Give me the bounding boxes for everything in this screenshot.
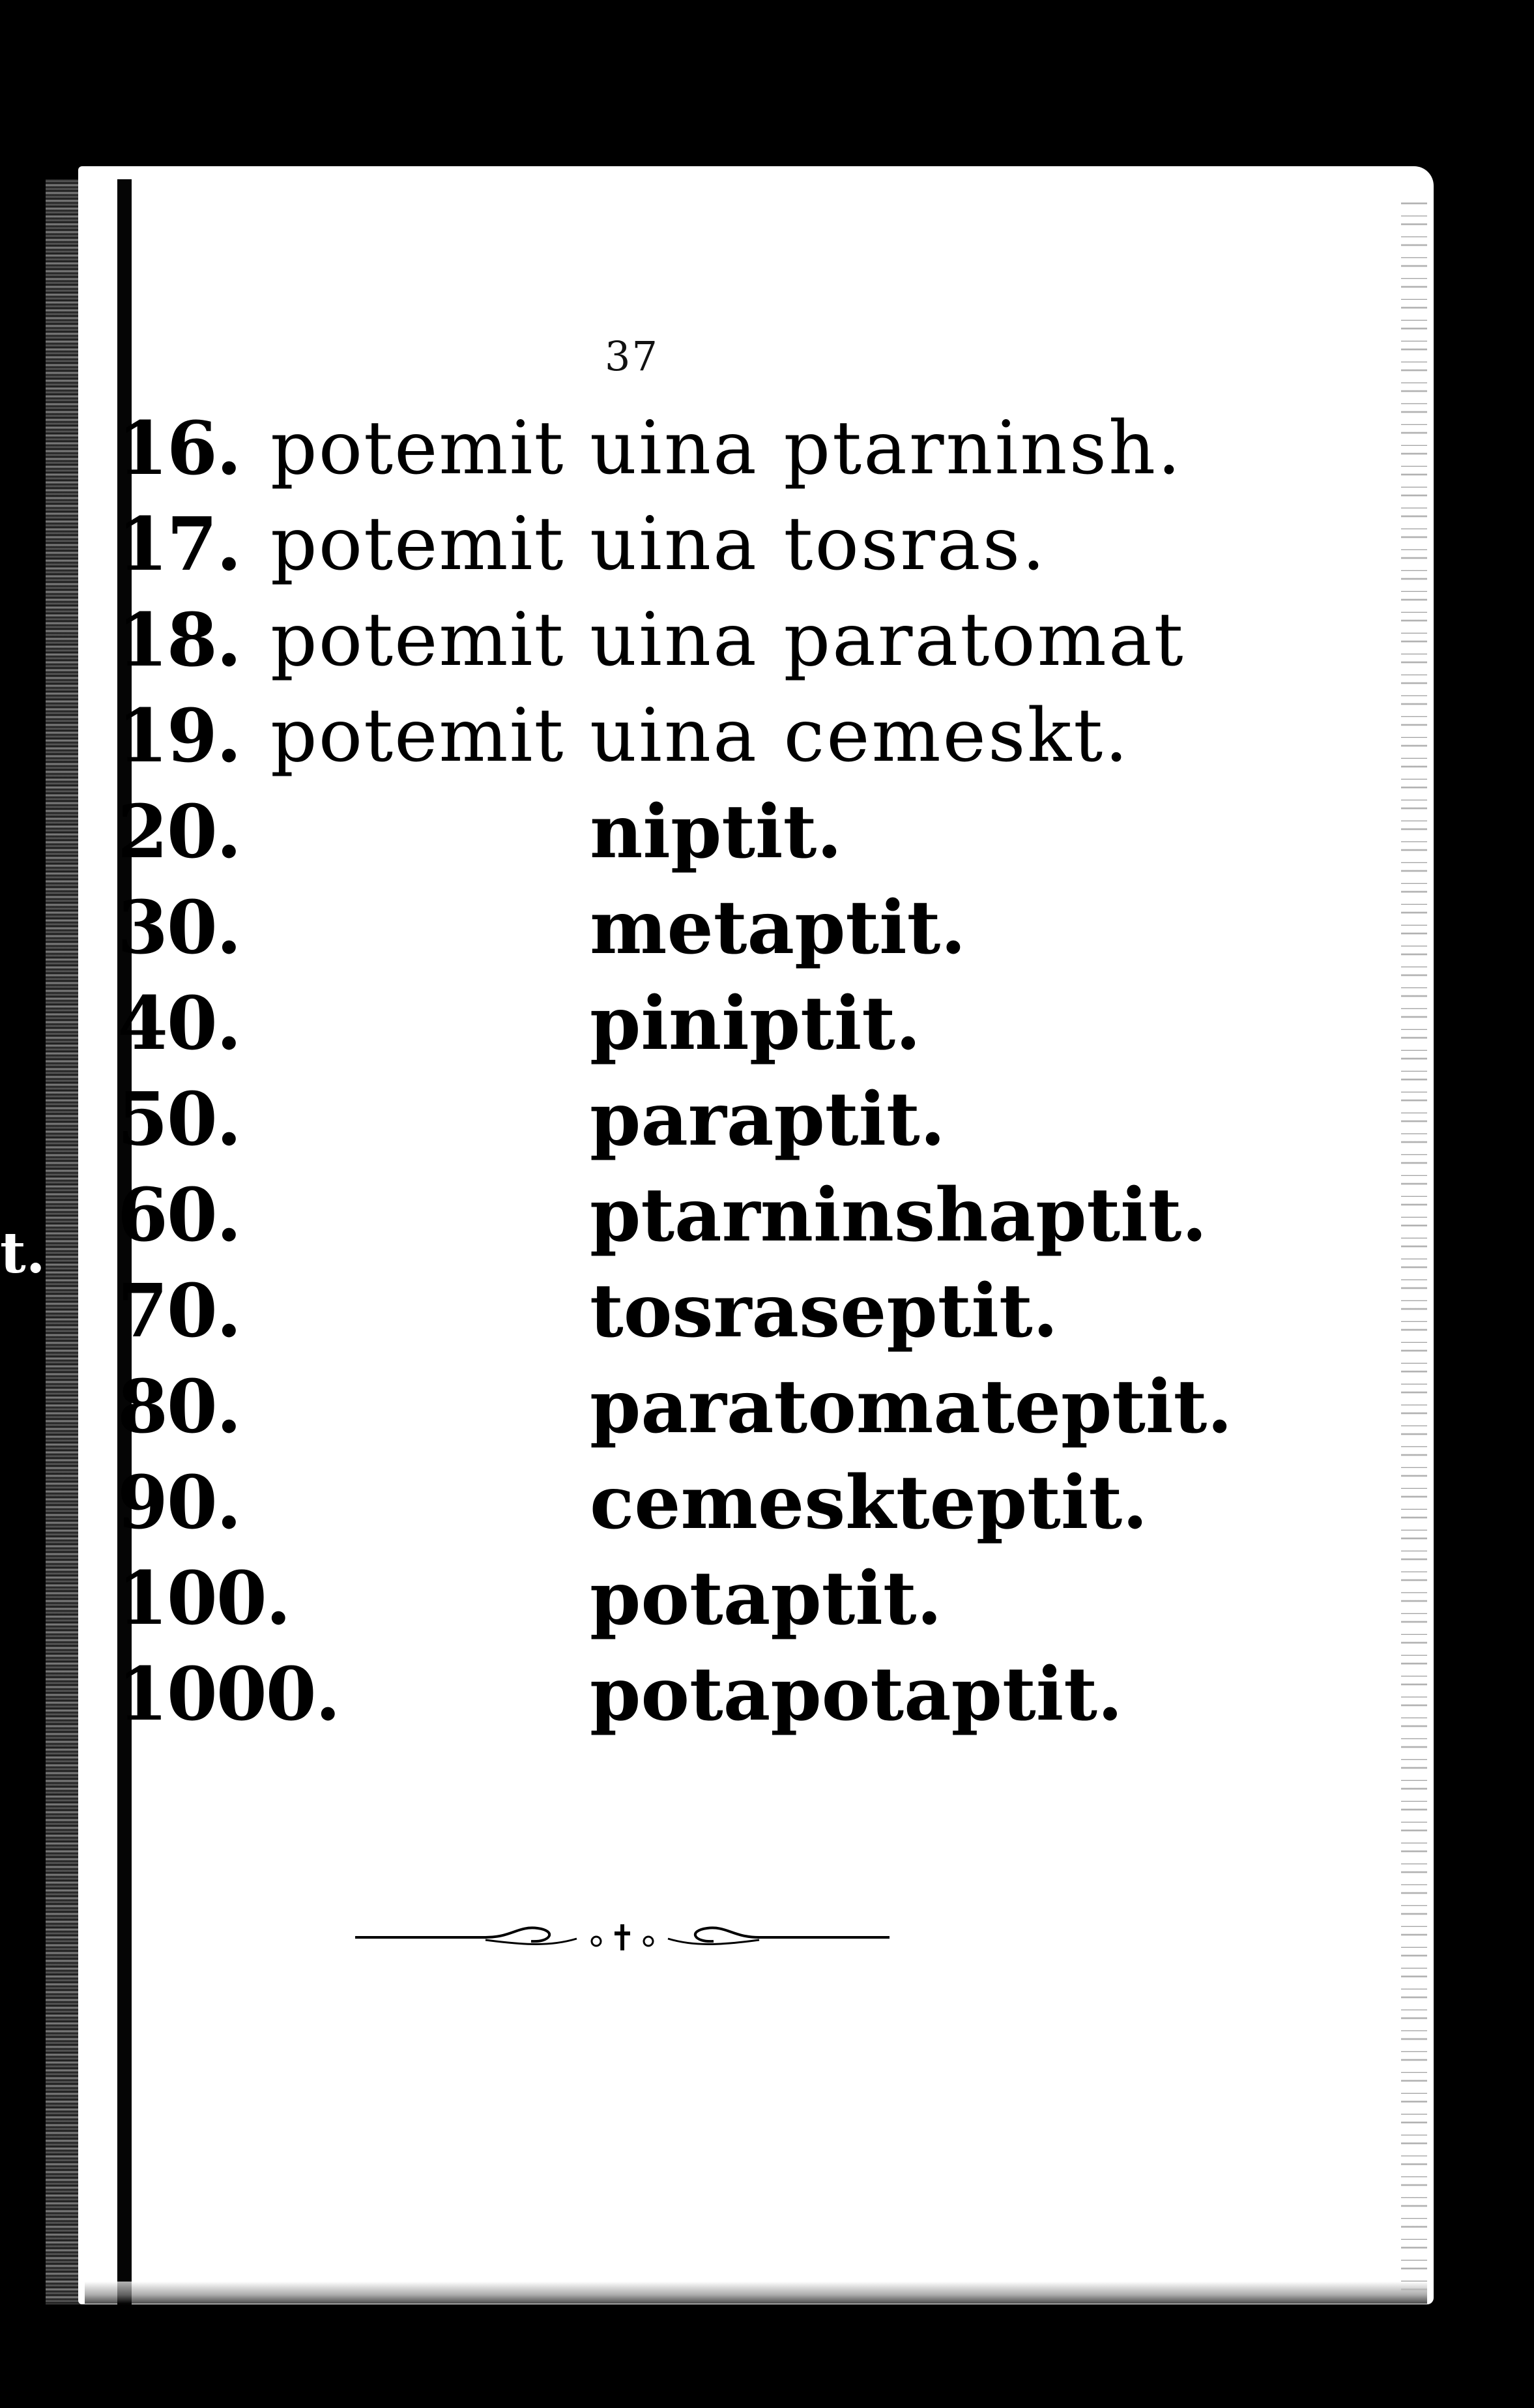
list-item (117, 1167, 1225, 1263)
numeral: 16. (117, 406, 240, 492)
list-item (117, 593, 1225, 688)
numeral: 40. (117, 981, 240, 1066)
numeral-prefix: potemit (270, 502, 565, 587)
numeral: 30. (117, 885, 240, 971)
numeral: 70. (117, 1269, 240, 1354)
numeral-word: ptarninshaptit. (590, 1173, 1208, 1258)
numeral-word: uina cemeskt. (590, 694, 1130, 778)
numeral-prefix: potemit (270, 406, 565, 491)
numeral-word: metaptit. (590, 885, 966, 971)
numeral-word: paraptit. (590, 1077, 946, 1162)
decorative-divider-ornament (355, 1910, 890, 1956)
list-item (117, 1072, 1225, 1167)
numeral-word: cemeskteptit. (590, 1460, 1148, 1546)
list-item (117, 1455, 1225, 1551)
numeral-word: potapotaptit. (590, 1652, 1123, 1737)
numeral-prefix: potemit (270, 598, 565, 683)
numeral-list (117, 401, 1233, 1742)
numeral: 17. (117, 502, 240, 587)
numeral-word: potaptit. (590, 1556, 942, 1641)
numeral-word: uina paratomat (590, 598, 1185, 683)
list-item (117, 401, 1225, 497)
numeral-word: uina ptarninsh. (590, 406, 1183, 491)
list-item (117, 1551, 1225, 1647)
numeral-word: niptit. (590, 789, 843, 875)
list-item (117, 784, 1225, 880)
numeral: 90. (117, 1460, 240, 1546)
list-item (117, 497, 1225, 593)
numeral-word: tosraseptit. (590, 1269, 1058, 1354)
numeral: 18. (117, 598, 240, 683)
list-item (117, 1647, 1225, 1742)
numeral-prefix: potemit (270, 694, 565, 778)
page-bottom-edge (85, 2282, 1427, 2304)
list-item (117, 976, 1225, 1072)
numeral: 20. (117, 789, 240, 875)
page-number: 37 (605, 332, 659, 380)
numeral: 80. (117, 1364, 240, 1450)
numeral: 100. (117, 1556, 290, 1641)
list-item (117, 688, 1225, 784)
numeral: 50. (117, 1077, 240, 1162)
list-item (117, 1359, 1233, 1455)
numeral: 60. (117, 1173, 240, 1258)
list-item (117, 880, 1225, 976)
numeral-word: uina tosras. (590, 502, 1047, 587)
numeral-word: paratomateptit. (590, 1364, 1233, 1450)
page-right-edge (1401, 196, 1427, 2295)
list-item (117, 1263, 1225, 1359)
numeral: 19. (117, 694, 240, 779)
numeral: 1000. (117, 1652, 340, 1737)
numeral-word: piniptit. (590, 981, 921, 1066)
margin-mark: t. (0, 1220, 46, 1286)
